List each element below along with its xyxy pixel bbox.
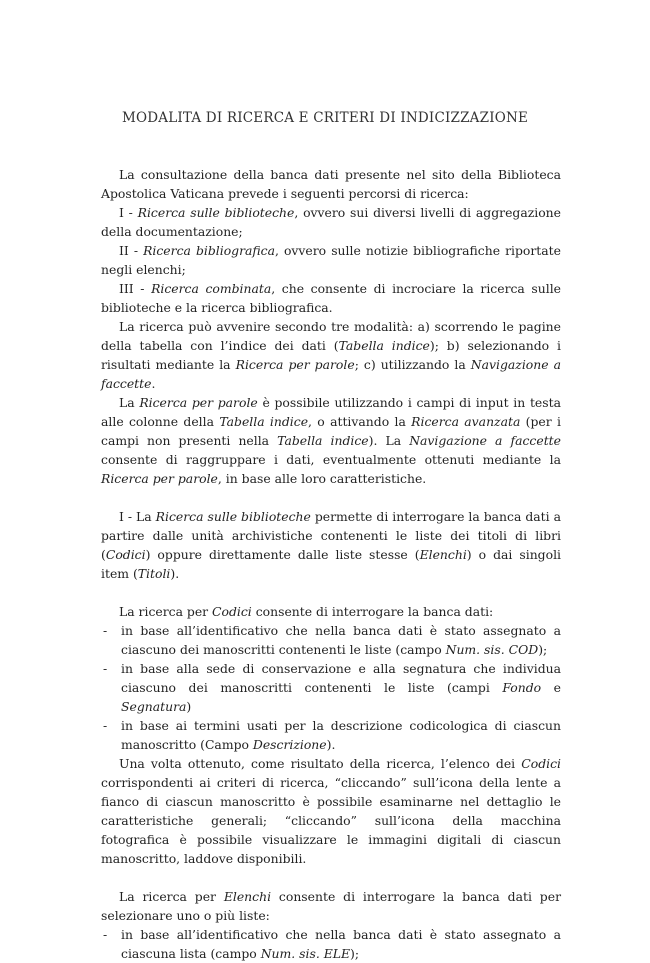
- text: La consultazione della banca dati presente nel sito della Biblioteca Apostolica Vaticana prevede i seguenti percorsi di ricerca:: [101, 167, 561, 201]
- paragraph-route-3: [101, 279, 561, 317]
- emphasis: Ricerca sulle biblioteche: [137, 205, 295, 220]
- text: ).: [326, 737, 336, 752]
- emphasis: Ricerca per parole: [235, 357, 355, 372]
- text: ; c) utilizzando la: [354, 357, 471, 372]
- paragraph-library-search: [101, 507, 561, 583]
- text: );: [350, 946, 360, 961]
- text: I -: [119, 205, 138, 220]
- text: III -: [119, 281, 152, 296]
- paragraph-codici-results: [101, 754, 561, 868]
- emphasis: Codici: [105, 547, 146, 562]
- list-dash: -: [103, 927, 108, 942]
- text: , in base alle loro caratteristiche.: [217, 471, 427, 486]
- paragraph-modes: [101, 317, 561, 393]
- text: Una volta ottenuto, come risultato della ricerca, l’elenco dei: [119, 756, 522, 771]
- emphasis: Descrizione: [252, 737, 327, 752]
- text: La ricerca per: [119, 889, 224, 904]
- emphasis: Navigazione a faccette: [101, 357, 561, 391]
- emphasis: Ricerca sulle biblioteche: [155, 509, 311, 524]
- text: II -: [119, 243, 144, 258]
- list-item: [101, 925, 561, 963]
- emphasis: Ricerca per parole: [139, 395, 258, 410]
- text: , ovvero sulle notizie bibliografiche riportate negli elenchi;: [101, 243, 561, 277]
- emphasis: Titoli: [137, 566, 171, 581]
- text: , ovvero sui diversi livelli di aggregazione della documentazione;: [101, 205, 561, 239]
- text: consente di interrogare la banca dati per selezionare uno o più liste:: [101, 889, 561, 923]
- page-title: MODALITA DI RICERCA E CRITERI DI INDICIZZAZIONE: [121, 110, 529, 126]
- list-item: [101, 621, 561, 659]
- emphasis: Ricerca per parole: [101, 471, 218, 486]
- emphasis: Ricerca combinata: [151, 281, 272, 296]
- emphasis: Tabella indice: [277, 433, 369, 448]
- emphasis: Ricerca bibliografica: [143, 243, 275, 258]
- emphasis: Num. sis. COD: [445, 642, 539, 657]
- text: ) oppure direttamente dalle liste stesse (: [145, 547, 420, 562]
- list-item: [101, 716, 561, 754]
- list-dash: -: [103, 718, 108, 733]
- paragraph-elenchi-search: [101, 887, 561, 925]
- emphasis: Fondo: [502, 680, 542, 695]
- text: La ricerca per: [119, 604, 213, 619]
- paragraph-route-1: [101, 203, 561, 241]
- text: ); b) selezionando i risultati mediante la: [101, 338, 561, 372]
- emphasis: Num. sis. ELE: [260, 946, 351, 961]
- text: .: [151, 376, 156, 391]
- text: ) o dai singoli item (: [101, 547, 561, 581]
- list-dash: -: [103, 623, 108, 638]
- text: e: [541, 680, 561, 695]
- paragraph-word-search: [101, 393, 561, 488]
- text: corrispondenti ai criteri di ricerca, “cliccando” sull’icona della lente a fianco di ciascun manoscritto è possibile esaminarne nel dettaglio le caratteristiche generali; “cliccando” sull’icona della macchina fotografica è possibile visualizzare le immagini digitali di ciascun manoscritto, laddove disponibili.: [101, 775, 561, 866]
- text: La ricerca può avvenire secondo tre modalità: a) scorrendo le pagine della tabella con l’indice dei dati (: [101, 319, 561, 353]
- text: );: [538, 642, 548, 657]
- spacer: [101, 583, 561, 602]
- text: è possibile utilizzando i campi di input in testa alle colonne della: [101, 395, 561, 429]
- spacer: [101, 868, 561, 887]
- emphasis: Codici: [521, 756, 561, 771]
- paragraph-intro: [101, 165, 561, 203]
- spacer: [101, 488, 561, 507]
- emphasis: Tabella indice: [338, 338, 430, 353]
- text: ): [186, 699, 192, 714]
- text: in base all’identificativo che nella banca dati è stato assegnato a ciascuna lista (campo: [121, 927, 561, 961]
- text: La: [119, 395, 140, 410]
- text: in base ai termini usati per la descrizione codicologica di ciascun manoscritto (Campo: [121, 718, 561, 752]
- text: permette di interrogare la banca dati a partire dalle unità archivistiche contenenti le liste dei titoli di libri (: [101, 509, 561, 562]
- text: ).: [170, 566, 180, 581]
- emphasis: Segnatura: [121, 699, 187, 714]
- text: , o attivando la: [308, 414, 412, 429]
- text: in base alla sede di conservazione e alla segnatura che individua ciascuno dei manoscritti contenenti le liste (campi: [121, 661, 561, 695]
- paragraph-route-2: [101, 241, 561, 279]
- emphasis: Elenchi: [419, 547, 467, 562]
- emphasis: Navigazione a faccette: [409, 433, 561, 448]
- emphasis: Elenchi: [223, 889, 272, 904]
- text: I - La: [119, 509, 156, 524]
- text: consente di raggruppare i dati, eventualmente ottenuti mediante la: [101, 452, 561, 467]
- text: in base all’identificativo che nella banca dati è stato assegnato a ciascuno dei manoscritti contenenti le liste (campo: [121, 623, 561, 657]
- emphasis: Ricerca avanzata: [411, 414, 521, 429]
- paragraph-codici-search: [101, 602, 561, 621]
- list-item: [101, 659, 561, 716]
- document-body: [101, 165, 561, 963]
- text: ). La: [368, 433, 410, 448]
- text: (per i campi non presenti nella: [101, 414, 561, 448]
- emphasis: Codici: [212, 604, 252, 619]
- text: consente di interrogare la banca dati:: [251, 604, 494, 619]
- emphasis: Tabella indice: [219, 414, 309, 429]
- list-dash: -: [103, 661, 108, 676]
- text: , che consente di incrociare la ricerca sulle biblioteche e la ricerca bibliografica.: [101, 281, 562, 315]
